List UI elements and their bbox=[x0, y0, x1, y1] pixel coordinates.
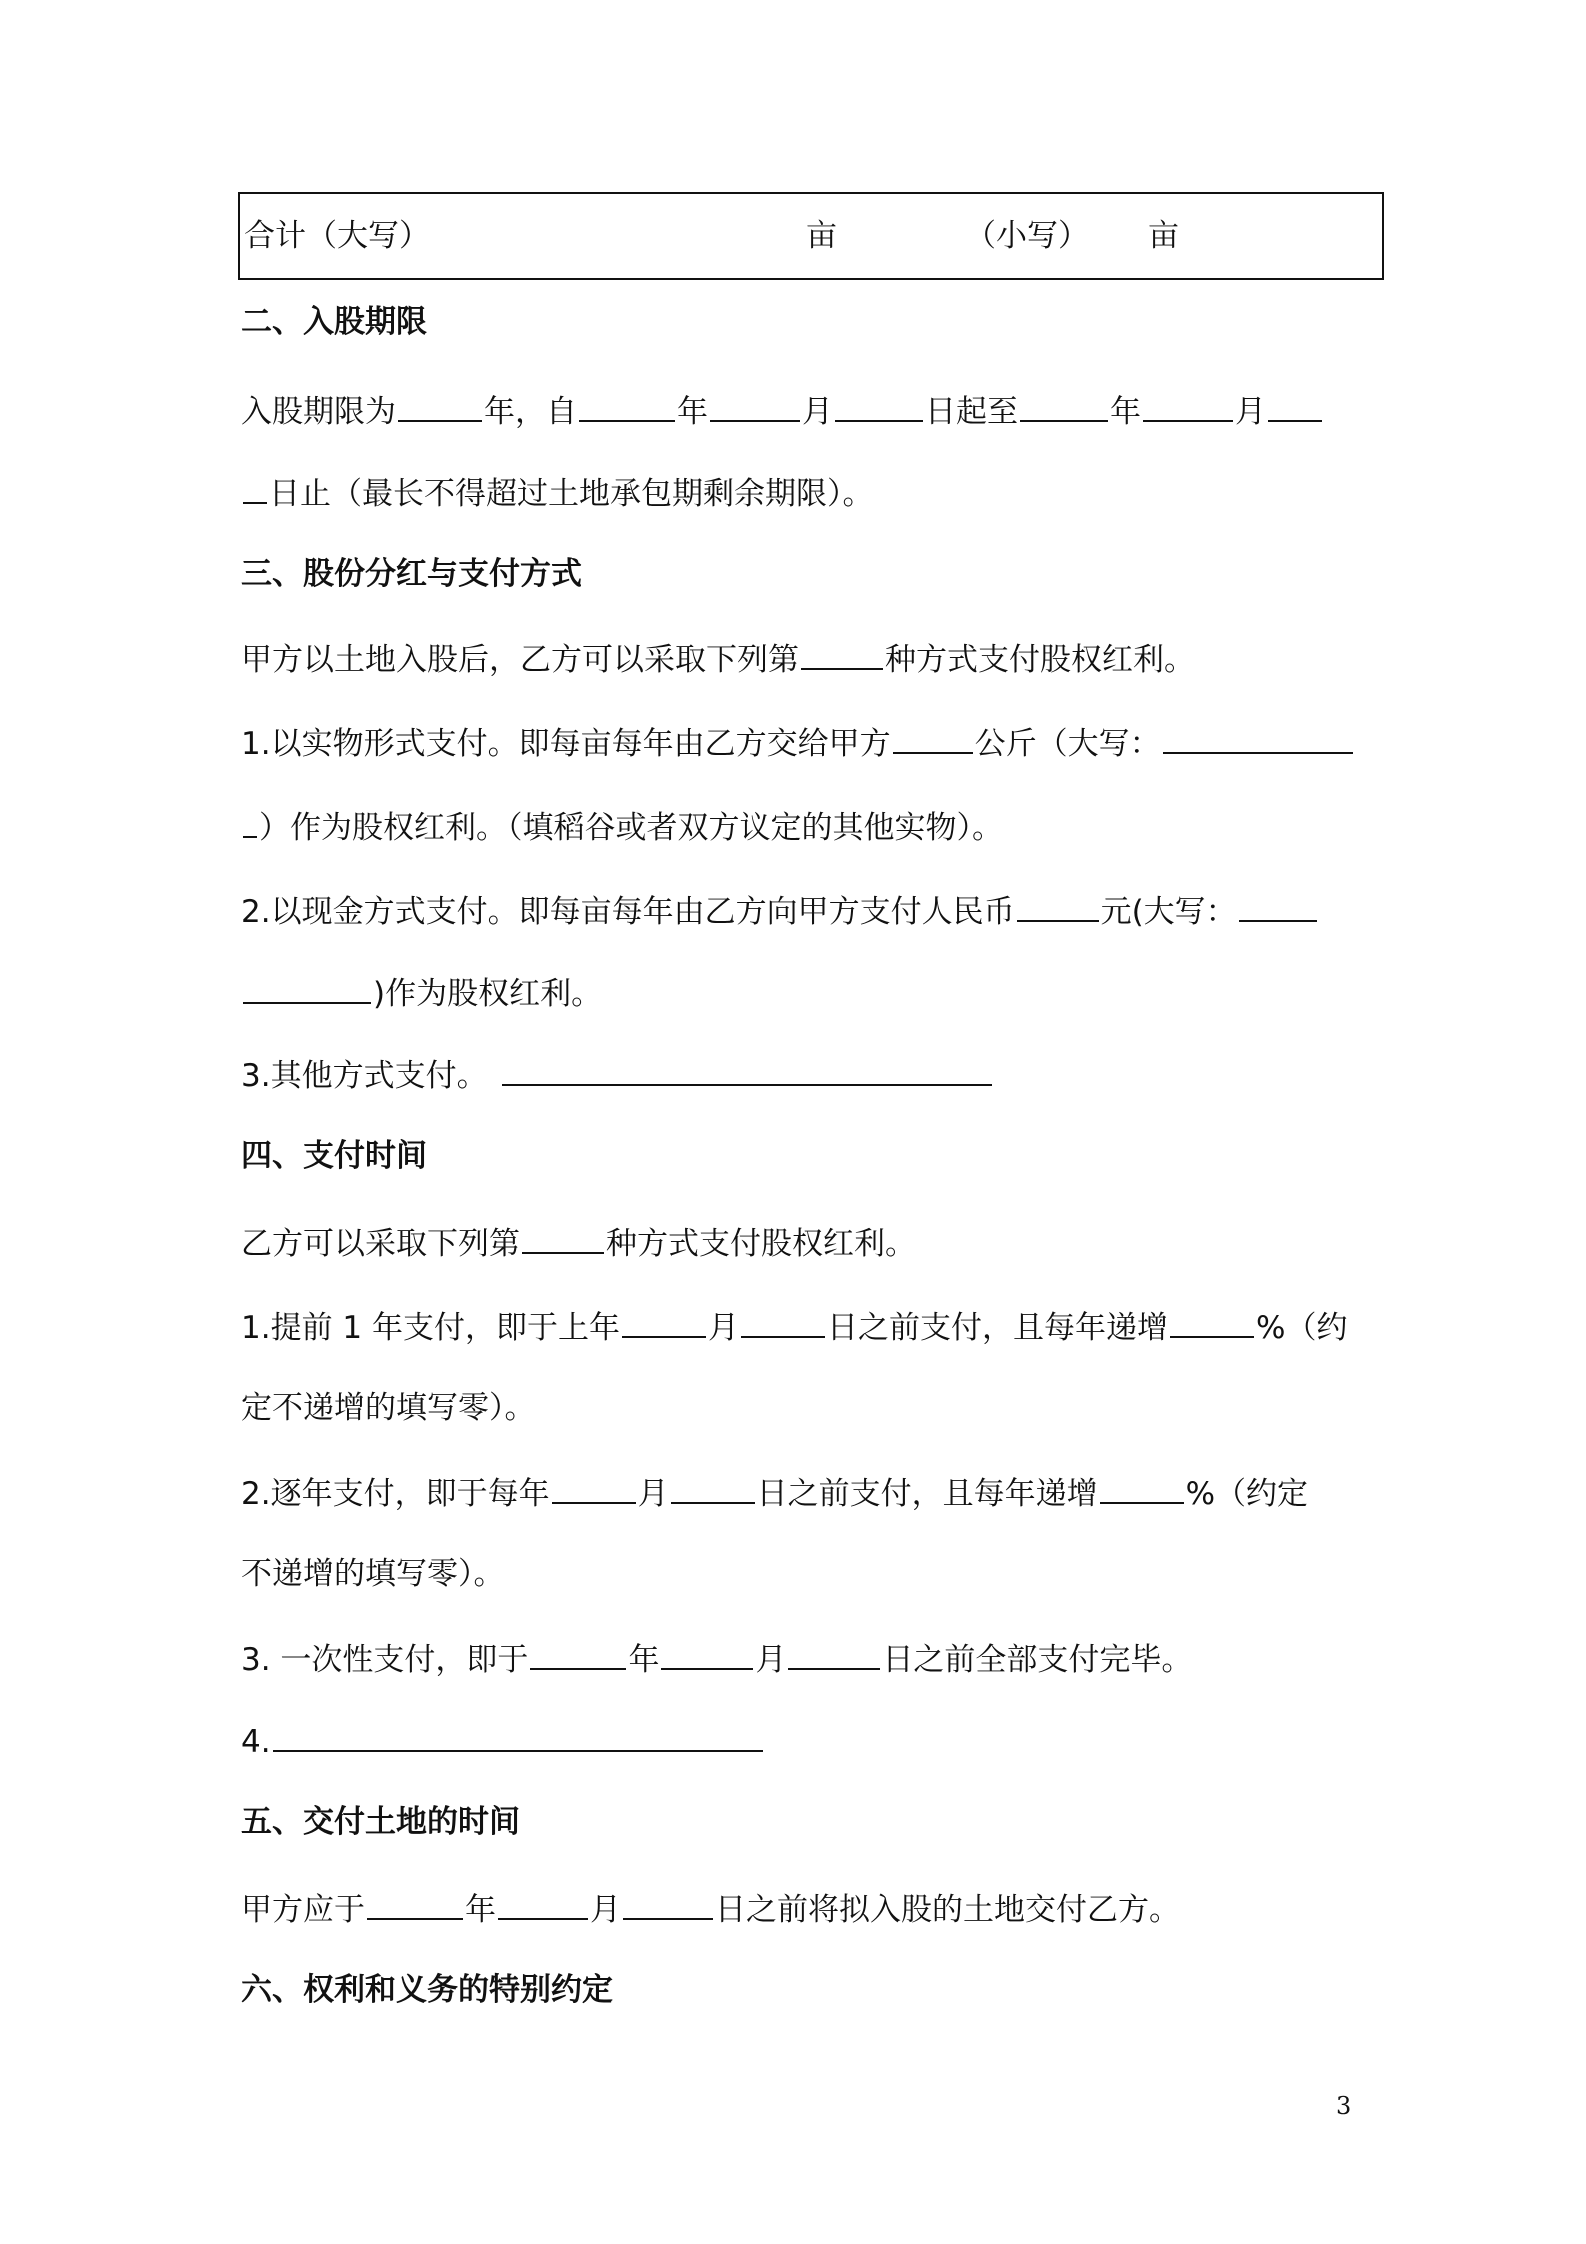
delivery-year-blank[interactable] bbox=[367, 1888, 463, 1920]
section-4-heading: 四、支付时间 bbox=[241, 1138, 427, 1174]
advance-month-blank[interactable] bbox=[622, 1306, 706, 1338]
kilogram-capital-blank[interactable] bbox=[1163, 722, 1353, 754]
lump-day-blank[interactable] bbox=[788, 1638, 880, 1670]
term-years-blank[interactable] bbox=[398, 390, 482, 422]
advance-increase-blank[interactable] bbox=[1170, 1306, 1254, 1338]
end-month-blank[interactable] bbox=[1143, 390, 1233, 422]
delivery-day-blank[interactable] bbox=[623, 1888, 713, 1920]
lump-month-blank[interactable] bbox=[661, 1638, 753, 1670]
section-3-heading: 三、股份分红与支付方式 bbox=[241, 556, 582, 592]
kilogram-amount-blank[interactable] bbox=[893, 722, 973, 754]
section-4-intro: 乙方可以采取下列第 种方式支付股权红利。 bbox=[241, 1222, 916, 1264]
dividend-method-blank[interactable] bbox=[801, 638, 883, 670]
section-3-intro: 甲方以土地入股后，乙方可以采取下列第 种方式支付股权红利。 bbox=[241, 638, 1195, 680]
total-area-row bbox=[238, 192, 1384, 280]
total-capital-unit: 亩 bbox=[806, 218, 837, 254]
section-4-item-2: 2.逐年支付，即于每年 月 日之前支付，且每年递增 %（约定 bbox=[241, 1472, 1308, 1514]
annual-day-blank[interactable] bbox=[671, 1472, 755, 1504]
annual-month-blank[interactable] bbox=[552, 1472, 636, 1504]
advance-day-blank[interactable] bbox=[741, 1306, 825, 1338]
other-method-blank[interactable] bbox=[502, 1054, 992, 1086]
section-3-item-2-cont: )作为股权红利。 bbox=[241, 972, 602, 1014]
total-capital-label: 合计（大写） bbox=[244, 218, 430, 254]
section-4-item-2-cont: 不递增的填写零）。 bbox=[241, 1556, 505, 1592]
section-3-item-2: 2.以现金方式支付。即每亩每年由乙方向甲方支付人民币 元(大写： bbox=[241, 890, 1319, 932]
section-3-item-3: 3.其他方式支付。 bbox=[241, 1054, 994, 1096]
start-month-blank[interactable] bbox=[710, 390, 800, 422]
page-number: 3 bbox=[1336, 2092, 1352, 2120]
section-2-term-line: 入股期限为 年，自 年 月 日起至 年 月 bbox=[241, 390, 1324, 432]
cash-amount-blank[interactable] bbox=[1017, 890, 1099, 922]
section-2-heading: 二、入股期限 bbox=[241, 304, 427, 340]
delivery-month-blank[interactable] bbox=[498, 1888, 588, 1920]
start-day-blank[interactable] bbox=[835, 390, 923, 422]
total-small-unit: 亩 bbox=[1148, 218, 1179, 254]
end-day-blank-part2[interactable] bbox=[243, 472, 267, 504]
section-3-item-1: 1.以实物形式支付。即每亩每年由乙方交给甲方 公斤（大写： bbox=[241, 722, 1355, 764]
section-4-item-1-cont: 定不递增的填写零）。 bbox=[241, 1390, 536, 1426]
section-4-item-3: 3. 一次性支付，即于 年 月 日之前全部支付完毕。 bbox=[241, 1638, 1192, 1680]
end-day-blank-part1[interactable] bbox=[1268, 390, 1322, 422]
annual-increase-blank[interactable] bbox=[1100, 1472, 1184, 1504]
start-year-blank[interactable] bbox=[579, 390, 675, 422]
section-4-item-1: 1.提前 1 年支付，即于上年 月 日之前支付，且每年递增 %（约 bbox=[241, 1306, 1347, 1348]
total-small-label: （小写） bbox=[965, 218, 1089, 254]
lump-year-blank[interactable] bbox=[530, 1638, 626, 1670]
other-time-blank[interactable] bbox=[273, 1720, 763, 1752]
section-3-item-1-cont: ）作为股权红利。（填稻谷或者双方议定的其他实物）。 bbox=[241, 806, 1003, 848]
payment-time-method-blank[interactable] bbox=[522, 1222, 604, 1254]
section-6-heading: 六、权利和义务的特别约定 bbox=[241, 1972, 613, 2008]
end-year-blank[interactable] bbox=[1020, 390, 1108, 422]
cash-capital-blank-cont[interactable] bbox=[243, 972, 371, 1004]
section-2-term-cont: 日止（最长不得超过土地承包期剩余期限）。 bbox=[241, 472, 874, 514]
section-4-item-4: 4. bbox=[241, 1720, 765, 1762]
section-5-line: 甲方应于 年 月 日之前将拟入股的土地交付乙方。 bbox=[241, 1888, 1180, 1930]
cash-capital-blank[interactable] bbox=[1239, 890, 1317, 922]
section-5-heading: 五、交付土地的时间 bbox=[241, 1804, 520, 1840]
kilogram-capital-blank-cont[interactable] bbox=[243, 806, 257, 838]
